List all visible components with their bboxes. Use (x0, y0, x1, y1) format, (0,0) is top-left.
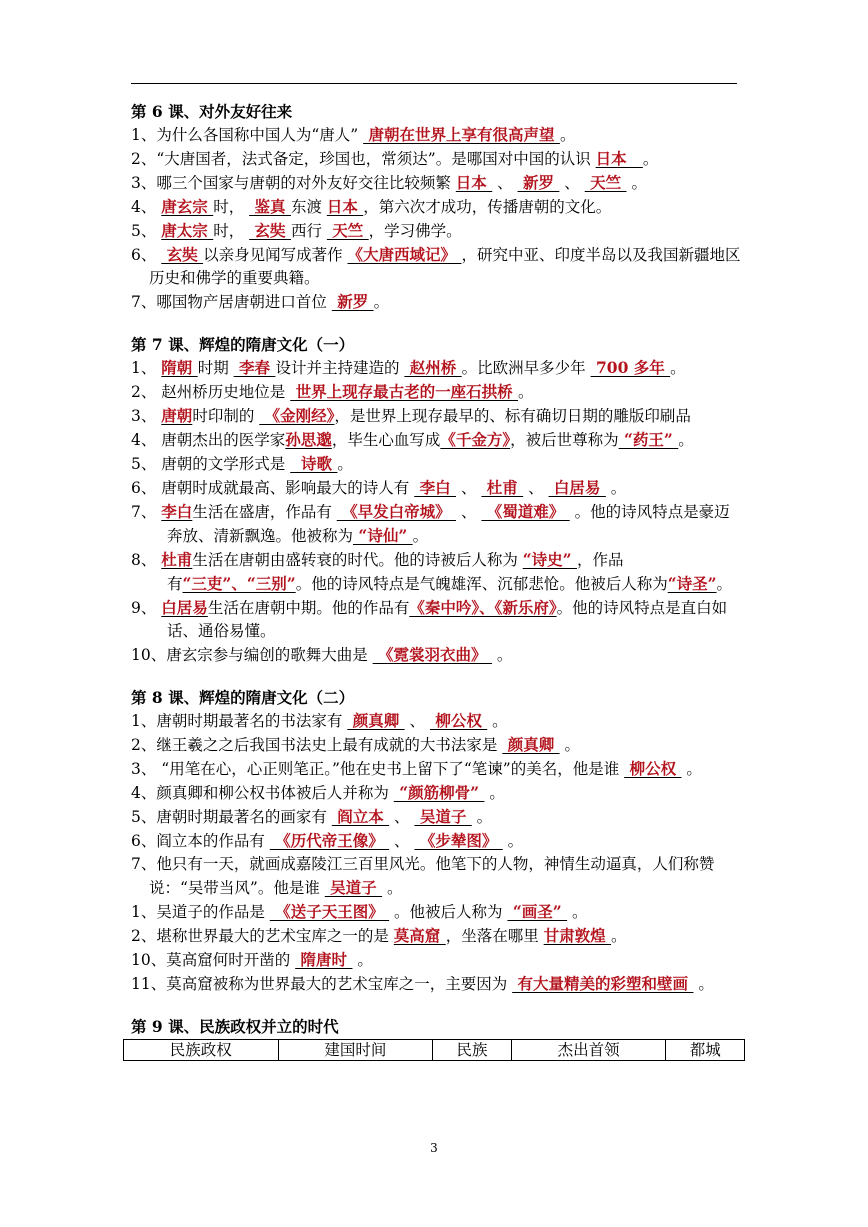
question-text: 1、唐朝时期最著名的书法家有 (131, 712, 348, 730)
answer-text: 新罗 (331, 292, 374, 311)
answer-text: 新罗 (517, 173, 560, 192)
question-item (131, 195, 741, 219)
answer-text: 《历代帝王像》 (269, 831, 390, 850)
question-text: 3、 (131, 407, 162, 425)
table-header-cell: 建国时间 (278, 1040, 433, 1061)
question-text: 1、为什么各国称中国人为“唐人” (131, 126, 364, 144)
answer-text: 甘肃敦煌 (543, 926, 612, 945)
question-item (131, 452, 741, 476)
answer-text: 隋唐时 (295, 950, 353, 969)
question-text: 7、 (131, 503, 162, 521)
question-text: 。 (352, 951, 373, 969)
question-text: 。他的诗风特点是气魄雄浑、沉郁悲怆。他被后人称为 (295, 575, 668, 593)
question-text: 。 (642, 150, 659, 168)
answer-text: “诗史” (522, 550, 577, 569)
answer-text: 诗歌 (290, 454, 338, 473)
question-text: 5、 唐朝的文学形式是 (131, 455, 291, 473)
question-text: 。 (491, 646, 513, 664)
question-text: 6、 唐朝时成就最高、影响最大的诗人有 (131, 479, 415, 497)
answer-text: 有大量精美的彩塑和壁画 (512, 974, 694, 993)
lesson-title: 第 8 课、辉煌的隋唐文化（二） (131, 688, 355, 707)
question-text: 以亲身见闻写成著作 (203, 246, 348, 264)
answer-text: 阎立本 (331, 807, 390, 826)
answer-text: 日本 (595, 149, 643, 168)
question-text: 、 (456, 503, 482, 521)
question-item (131, 171, 741, 195)
question-item (131, 924, 741, 948)
question-text: 4、 唐朝杰出的医学家 (131, 431, 286, 449)
question-text: 。 (559, 126, 576, 144)
answer-text: 玄奘 (249, 221, 291, 240)
answer-text: 孙思邈 (285, 430, 332, 449)
question-text: 。 (626, 174, 647, 192)
answer-text: 赵州桥 (404, 358, 462, 377)
answer-text: “药王” (618, 430, 679, 449)
question-text: 。 (670, 359, 686, 377)
answer-text: 《送子天王图》 (269, 902, 390, 921)
answer-text: 世界上现存最古老的一座石拱桥 (290, 382, 519, 401)
question-text: 8、 (131, 551, 162, 569)
lesson-section (131, 687, 741, 996)
lesson-section (131, 1016, 741, 1061)
question-text: 、 (492, 174, 518, 192)
question-text: 。比欧洲早多少年 (461, 359, 591, 377)
question-text: 6、阎立本的作品有 (131, 832, 270, 850)
answer-text: 杜甫 (481, 478, 524, 497)
answer-text: 《步辇图》 (414, 831, 503, 850)
answer-text: 颜真卿 (347, 711, 405, 730)
question-text: ，被后世尊称为 (510, 431, 619, 449)
question-text: 时， (213, 222, 250, 240)
question-text: 2、继王羲之之后我国书法史上最有成就的大书法家是 (131, 736, 503, 754)
question-text: 西行 (290, 222, 327, 240)
answer-text: 柳公权 (429, 711, 488, 730)
question-text: 2、“大唐国者，法式备定，珍国也，常须达”。是哪国对中国的认识 (131, 150, 596, 168)
question-item (131, 596, 741, 643)
question-text: 2、堪称世界最大的艺术宝库之一的是 (131, 927, 394, 945)
question-text: 。 (382, 879, 403, 897)
question-text: 。 (471, 808, 493, 826)
question-item (131, 404, 741, 428)
page-number: 3 (430, 1141, 438, 1155)
question-text: ，第六次才成功，传播唐朝的文化。 (363, 198, 612, 216)
question-item (131, 972, 741, 996)
question-text: ，学习佛学。 (368, 222, 462, 240)
answer-text: 天竺 (326, 221, 369, 240)
question-text: 时印制的 (192, 407, 260, 425)
answer-text: 日本 (455, 173, 493, 192)
question-text: 生活在唐朝由盛转衰的时代。他的诗被后人称为 (192, 551, 523, 569)
question-item (131, 243, 741, 290)
header-rule (131, 83, 737, 84)
question-text: 、 (404, 712, 430, 730)
question-text: 。他的诗风特点是直白如话、通俗易懂。 (167, 599, 728, 640)
answer-text: 吴道子 (324, 878, 383, 897)
question-text: 生活在唐朝中期。他的作品有 (207, 599, 410, 617)
question-item (131, 356, 741, 380)
question-text: 。 (484, 784, 505, 802)
question-text: 9、 (131, 599, 162, 617)
answer-text: 杜甫 (161, 550, 193, 569)
question-text: ，毕生心血写成 (331, 431, 441, 449)
question-text: 。 (693, 975, 714, 993)
question-text: 3、哪三个国家与唐朝的对外友好交往比较频繁 (131, 174, 456, 192)
table-header-cell: 民族 (433, 1040, 512, 1061)
question-text: ，是世界上现存最早的、标有确切日期的雕版印刷品 (334, 407, 691, 425)
question-text: ，作品有 (167, 551, 624, 593)
question-text: 4、 (131, 198, 162, 216)
question-text: 。 (502, 832, 524, 850)
question-text: 6、 (131, 246, 162, 264)
question-item (131, 900, 741, 924)
question-text: 。 (678, 431, 694, 449)
question-text: 、 (559, 174, 585, 192)
answer-text: 颜真卿 (502, 735, 560, 754)
question-text: 5、 (131, 222, 162, 240)
question-text: 。他的诗风特点是豪迈奔放、清新飘逸。他被称为 (167, 503, 730, 545)
question-text: 。 (716, 575, 733, 593)
question-text: 、 (523, 479, 549, 497)
lesson-title: 第 7 课、辉煌的隋唐文化（一） (131, 335, 355, 354)
answer-text: 天竺 (584, 173, 627, 192)
table-header-row (124, 1040, 745, 1061)
question-item (131, 853, 741, 900)
answer-text: 白居易 (161, 598, 208, 617)
question-text: 5、唐朝时期最著名的画家有 (131, 808, 332, 826)
answer-text: 李白 (161, 502, 193, 521)
answer-text: “三吏”、“三别” (182, 574, 296, 593)
answer-text: 《秦中吟》、《新乐府》 (409, 598, 557, 617)
question-text: 。 (605, 479, 627, 497)
answer-text: 唐太宗 (161, 221, 214, 240)
answer-text: “画圣” (507, 902, 568, 921)
answer-text: 《金刚经》 (259, 406, 335, 425)
answer-text: 唐玄宗 (161, 197, 214, 216)
answer-text: 鉴真 (249, 197, 291, 216)
question-item (131, 476, 741, 500)
answer-text: 莫高窟 (393, 926, 446, 945)
question-item (131, 757, 741, 781)
question-item (131, 548, 741, 596)
answer-text: 《千金方》 (440, 430, 511, 449)
question-item (131, 428, 741, 452)
lesson-title: 第 6 课、对外友好往来 (131, 102, 293, 121)
question-item (131, 805, 741, 829)
question-text: 3、 “用笔在心，心正则笔正。”他在史书上留下了“笔谏”的美名，他是谁 (131, 760, 625, 778)
question-text: 2、 赵州桥历史地位是 (131, 383, 291, 401)
question-item (131, 219, 741, 243)
question-text: 、 (389, 832, 415, 850)
answer-text: “诗仙” (353, 526, 413, 545)
question-text: 时期 (197, 359, 234, 377)
question-item (131, 380, 741, 404)
question-item (131, 500, 741, 548)
question-item (131, 123, 741, 147)
question-text: 、 (456, 479, 482, 497)
answer-text: 隋朝 (161, 358, 198, 377)
question-text: ，坐落在哪里 (445, 927, 544, 945)
question-text: 1、 (131, 359, 162, 377)
answer-text: 唐朝 (161, 406, 193, 425)
question-text: 。 (567, 903, 588, 921)
answer-text: 700 多年 (590, 358, 671, 377)
question-text: 。他被后人称为 (389, 903, 508, 921)
table-header-cell: 都城 (666, 1040, 745, 1061)
question-text: 东渡 (290, 198, 327, 216)
question-item (131, 643, 741, 667)
question-item (131, 733, 741, 757)
question-item (131, 147, 741, 171)
question-item (131, 829, 741, 853)
answer-text: 吴道子 (414, 807, 472, 826)
answer-text: “诗圣” (667, 574, 717, 593)
question-text: 。 (681, 760, 702, 778)
question-text: 设计并主持建造的 (275, 359, 405, 377)
table-header-cell: 民族政权 (124, 1040, 279, 1061)
question-text: ，研究中亚、印度半岛以及我国新疆地区历史和佛学的重要典籍。 (149, 246, 741, 287)
question-item (131, 781, 741, 805)
question-text: 7、他只有一天，就画成嘉陵江三百里风光。他笔下的人物，神情生动逼真，人们称赞说：“吴带当风”。他是谁 (131, 855, 715, 897)
question-text: 。 (559, 736, 581, 754)
question-text: 。 (373, 293, 390, 311)
answer-text: 《霓裳羽衣曲》 (372, 645, 492, 664)
document-body (131, 101, 741, 1061)
answer-text: 李白 (414, 478, 457, 497)
answer-text: 《蜀道难》 (481, 502, 570, 521)
table-header-cell: 杰出首领 (511, 1040, 666, 1061)
answer-text: “颜筋柳骨” (393, 783, 485, 802)
answer-text: 日本 (326, 197, 364, 216)
question-text: 生活在盛唐，作品有 (192, 503, 337, 521)
answer-text: 白居易 (548, 478, 606, 497)
question-text: 11、莫高窟被称为世界最大的艺术宝库之一，主要因为 (131, 975, 513, 993)
question-text: 。 (487, 712, 508, 730)
question-text: 10、莫高窟何时开凿的 (131, 951, 296, 969)
question-text: 7、哪国物产居唐朝进口首位 (131, 293, 332, 311)
question-text: 。 (412, 527, 429, 545)
question-text: 。 (518, 383, 534, 401)
regimes-table (123, 1039, 745, 1061)
lesson-title: 第 9 课、民族政权并立的时代 (131, 1017, 339, 1036)
lesson-section (131, 334, 741, 667)
question-text: 时， (213, 198, 250, 216)
answer-text: 《大唐西域记》 (347, 245, 462, 264)
question-text: 。 (337, 455, 353, 473)
question-item (131, 709, 741, 733)
question-text: 1、吴道子的作品是 (131, 903, 270, 921)
question-text: 、 (389, 808, 415, 826)
answer-text: 《早发白帝城》 (336, 502, 457, 521)
question-item (131, 948, 741, 972)
question-text: 10、唐玄宗参与编创的歌舞大曲是 (131, 646, 373, 664)
answer-text: 唐朝在世界上享有很高声望 (363, 125, 560, 144)
answer-text: 柳公权 (624, 759, 682, 778)
question-text: 。 (611, 927, 627, 945)
answer-text: 玄奘 (161, 245, 204, 264)
lesson-section (131, 101, 741, 314)
answer-text: 李春 (233, 358, 276, 377)
question-item (131, 290, 741, 314)
question-text: 4、颜真卿和柳公权书体被后人并称为 (131, 784, 394, 802)
